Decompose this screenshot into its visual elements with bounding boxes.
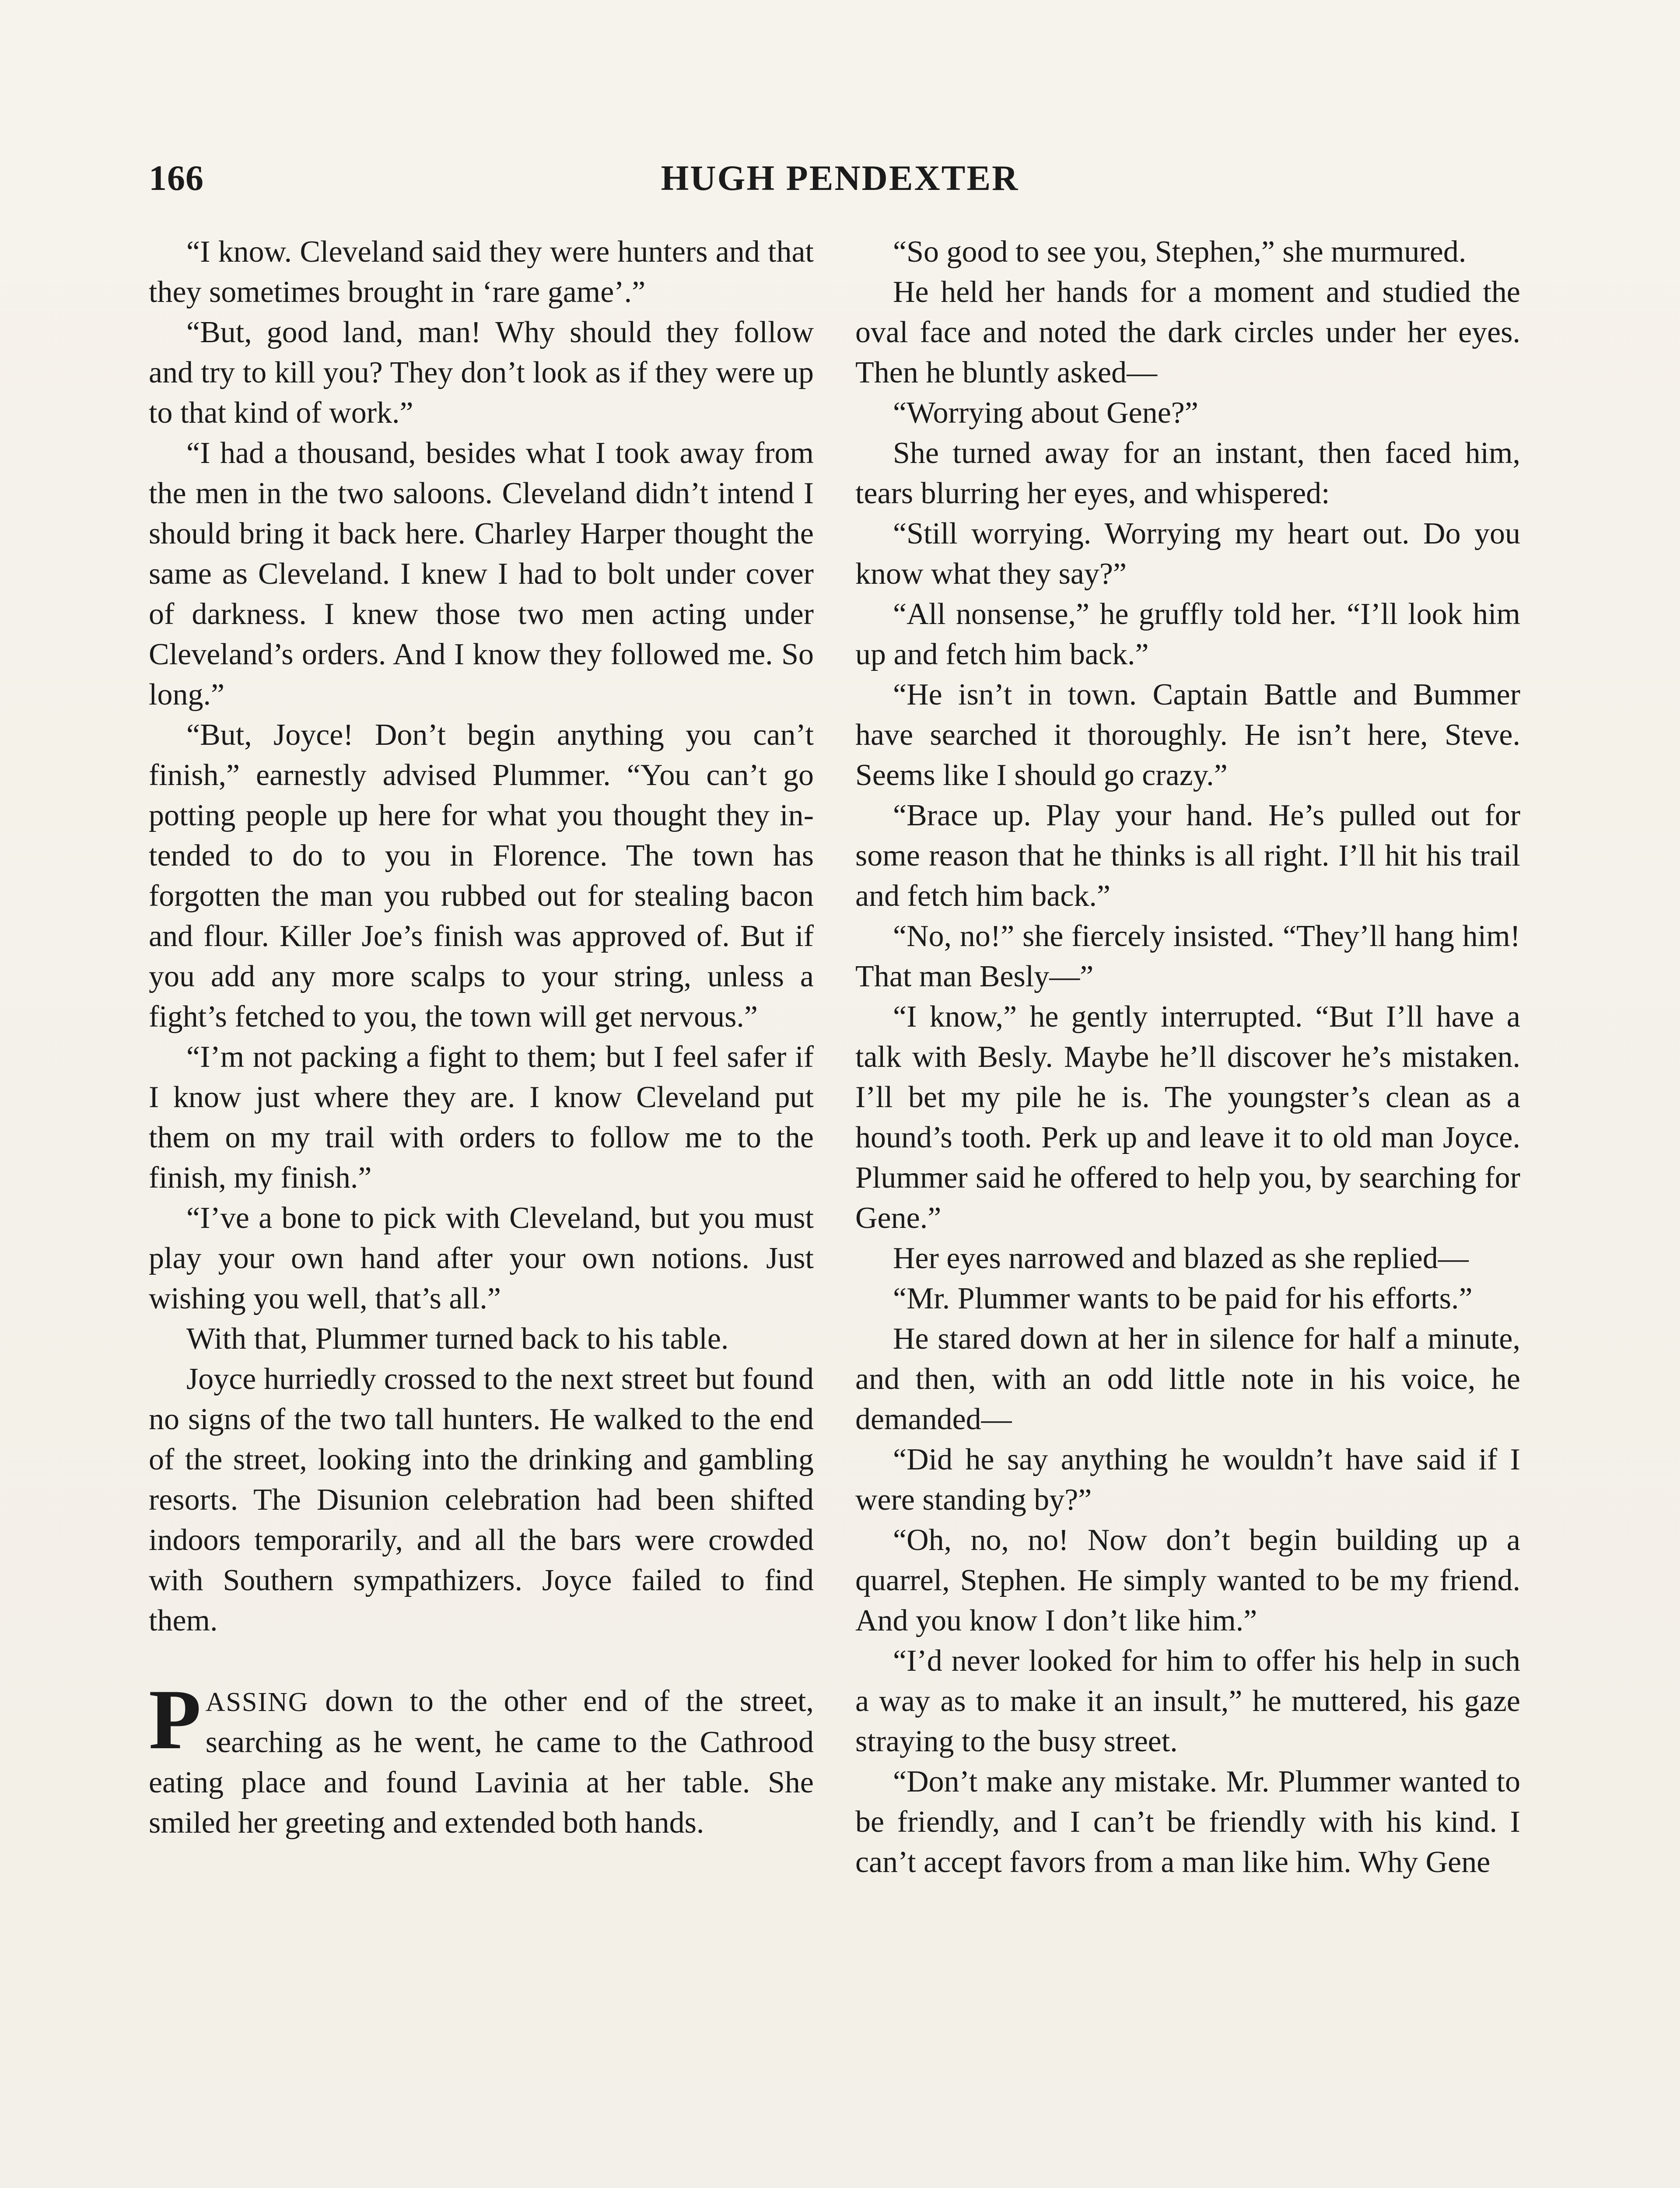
paragraph: He held her hands for a moment and studied the oval face and noted the dark circles under her eyes. Then he bluntly asked— xyxy=(855,275,1520,389)
paragraph: “But, Joyce! Don’t begin anything you can’t finish,” earnestly advised Plummer. “You can’t go potting people up here for what you thought they intended to do to you in Florence. The town has forgotten the man you rubbed out for stealing bacon and flour. Killer Joe’s finish was approved of. But if you add any more scalps to your string, unless a fight’s fetched to you, the town will get nervous.” xyxy=(149,718,814,1034)
paragraph: “Oh, no, no! Now don’t begin building up a quarrel, Stephen. He simply wanted to be my friend. And you know I don’t like him.” xyxy=(855,1523,1520,1637)
paragraph: “Mr. Plummer wants to be paid for his efforts.” xyxy=(893,1282,1473,1315)
paragraph: He stared down at her in silence for half a minute, and then, with an odd little note in his voice, he demanded— xyxy=(855,1322,1520,1436)
paragraph: “I know,” he gently interrupted. “But I’ll have a talk with Besly. Maybe he’ll discover he’s mistaken. I’ll bet my pile he is. The youngster’s clean as a hound’s tooth. Perk up and leave it to old man Joyce. Plummer said he offered to help you, by searching for Gene.” xyxy=(855,1000,1520,1235)
paragraph: Her eyes narrowed and blazed as she replied— xyxy=(893,1241,1469,1275)
section-opening-text: down to the other end of the street, searching as he went, he came to the Cathrood eating place and found Lavinia at her table. She smiled her greeting and extended both hands. xyxy=(149,1684,814,1840)
paragraph: “Brace up. Play your hand. He’s pulled out for some reason that he thinks is all right. I’ll hit his trail and fetch him back.” xyxy=(855,799,1520,913)
paragraph: “I’ve a bone to pick with Cleveland, but you must play your own hand after your own notions. Just wishing you well, that’s all.” xyxy=(149,1201,814,1315)
left-column xyxy=(149,232,814,1843)
paragraph: “Did he say anything he wouldn’t have said if I were standing by?” xyxy=(855,1443,1520,1517)
paragraph: “No, no!” she fiercely insisted. “They’ll hang him! That man Besly—” xyxy=(855,919,1520,993)
paragraph: “All nonsense,” he gruffly told her. “I’ll look him up and fetch him back.” xyxy=(855,597,1520,671)
running-head: HUGH PENDEXTER xyxy=(661,158,1019,198)
drop-cap: P xyxy=(149,1672,201,1767)
paragraph: “I’d never looked for him to offer his help in such a way as to make it an insult,” he muttered, his gaze straying to the busy street. xyxy=(855,1644,1520,1758)
section-opening-paragraph xyxy=(149,1672,814,1843)
paragraph: With that, Plummer turned back to his table. xyxy=(186,1322,729,1356)
paragraph: Joyce hurriedly crossed to the next street but found no signs of the two tall hunters. He walked to the end of the street, looking into the drinking and gambling resorts. The Disunion celebration had been shifted indoors temporarily, and all the bars were crowded with Southern sympathizers. Joyce failed to find them. xyxy=(149,1362,814,1637)
paragraph: “So good to see you, Stephen,” she murmured. xyxy=(893,235,1466,269)
paragraph: “I had a thousand, besides what I took away from the men in the two saloons. Cleveland didn’t intend I should bring it back here. Charley Harper thought the same as Cleveland. I knew I had to bolt under cover of darkness. I knew those two men acting under Cleveland’s orders. And I know they followed me. So long.” xyxy=(149,436,814,712)
right-column xyxy=(855,232,1520,1883)
paragraph: “I know. Cleveland said they were hunters and that they sometimes brought in ‘rare game’.” xyxy=(149,235,814,309)
page-header xyxy=(149,144,1531,201)
paragraph: “Worrying about Gene?” xyxy=(893,396,1198,430)
paragraph: She turned away for an instant, then faced him, tears blurring her eyes, and whispered: xyxy=(855,436,1520,510)
page-number: 166 xyxy=(149,158,204,198)
paragraph: “Still worrying. Worrying my heart out. Do you know what they say?” xyxy=(855,517,1520,591)
paragraph: “Don’t make any mistake. Mr. Plummer wanted to be friendly, and I can’t be friendly with his kind. I can’t accept favors from a man like him. Why Gene xyxy=(855,1765,1520,1879)
paragraph: “He isn’t in town. Captain Battle and Bummer have searched it thoroughly. He isn’t here, Steve. Seems like I should go crazy.” xyxy=(855,678,1520,792)
paragraph: “I’m not packing a fight to them; but I feel safer if I know just where they are. I know Cleveland put them on my trail with orders to follow me to the finish, my finish.” xyxy=(149,1040,814,1195)
small-caps-lead: ASSING xyxy=(205,1687,309,1717)
paragraph: “But, good land, man! Why should they follow and try to kill you? They don’t look as if they were up to that kind of work.” xyxy=(149,316,814,430)
